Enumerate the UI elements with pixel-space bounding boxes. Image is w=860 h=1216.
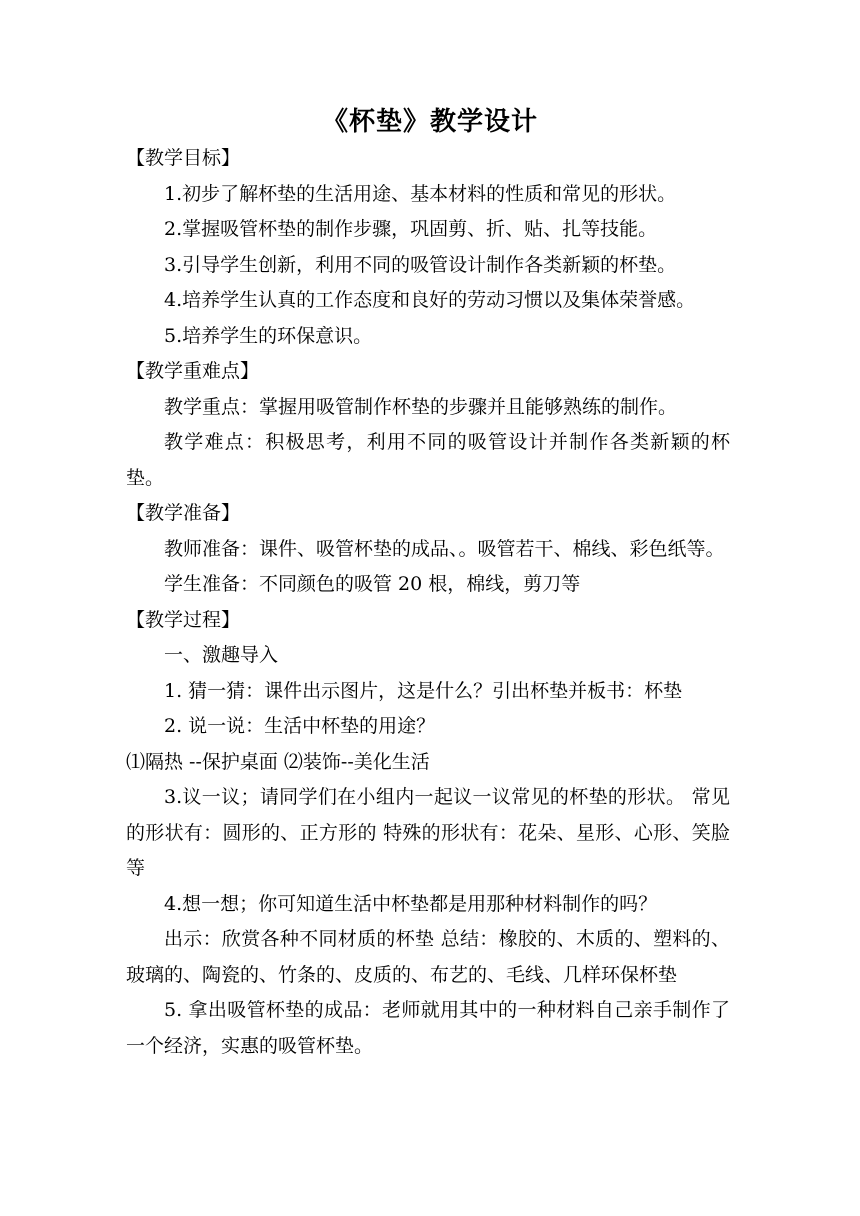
- goal-item: 3.引导学生创新，利用不同的吸管设计制作各类新颖的杯垫。: [164, 253, 677, 276]
- student-preparation-paragraph: 学生准备：不同颜色的吸管 20 根，棉线，剪刀等: [164, 573, 581, 595]
- process-step-detail: ⑴隔热 --保护桌面 ⑵装饰--美化生活: [126, 750, 430, 773]
- process-step: 3.议一议；请同学们在小组内一起议一议常见的杯垫的形状。 常见的形状有：圆形的、正方形的 特殊的形状有：花朵、星形、心形、笑脸等: [126, 786, 730, 879]
- process-step: 5. 拿出吸管杯垫的成品：老师就用其中的一种材料自己亲手制作了一个经济，实惠的吸管杯垫。: [126, 999, 730, 1057]
- process-subheading: 一、激趣导入: [164, 644, 279, 666]
- teacher-preparation-paragraph: 教师准备：课件、吸管杯垫的成品、。吸管若干、棉线、彩色纸等。: [164, 537, 725, 560]
- document-body: [126, 141, 730, 1064]
- process-step-detail: 出示：欣赏各种不同材质的杯垫 总结：橡胶的、木质的、塑料的、玻璃的、陶瓷的、竹条的、皮质的、布艺的、毛线、几样环保杯垫: [126, 928, 730, 986]
- section-heading-goals: 【教学目标】: [126, 147, 241, 169]
- document-title: 《杯垫》教学设计: [321, 107, 538, 137]
- process-step: 4.想一想；你可知道生活中杯垫都是用那种材料制作的吗？: [164, 892, 658, 915]
- process-step: 2. 说一说：生活中杯垫的用途？: [164, 715, 436, 737]
- difficult-point-paragraph: 教学难点：积极思考，利用不同的吸管设计并制作各类新颖的杯垫。: [126, 431, 730, 489]
- key-point-paragraph: 教学重点：掌握用吸管制作杯垫的步骤并且能够熟练的制作。: [164, 395, 678, 418]
- goal-item: 4.培养学生认真的工作态度和良好的劳动习惯以及集体荣誉感。: [164, 289, 696, 311]
- section-heading-key-points: 【教学重难点】: [126, 360, 260, 382]
- process-step: 1. 猜一猜：课件出示图片，这是什么？引出杯垫并板书：杯垫: [164, 679, 683, 702]
- goal-item: 1.初步了解杯垫的生活用途、基本材料的性质和常见的形状。: [164, 182, 677, 205]
- goal-item: 5.培养学生的环保意识。: [164, 324, 373, 347]
- goal-item: 2.掌握吸管杯垫的制作步骤，巩固剪、折、贴、扎等技能。: [164, 218, 658, 240]
- section-heading-preparation: 【教学准备】: [126, 502, 241, 524]
- section-heading-process: 【教学过程】: [126, 608, 241, 631]
